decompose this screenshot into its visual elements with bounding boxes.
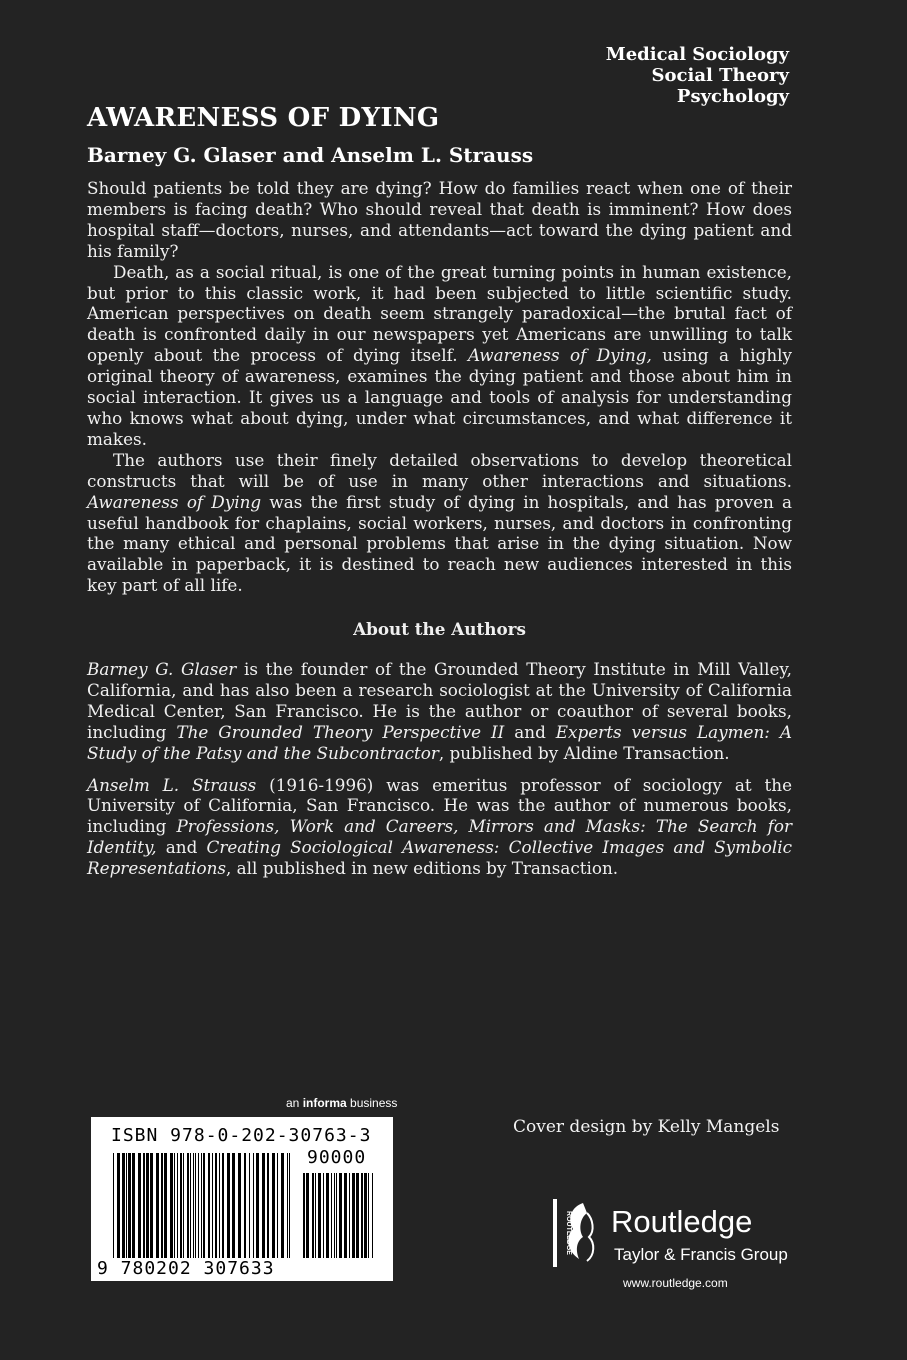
barcode-bar: [126, 1153, 127, 1258]
description-paragraph: [87, 262, 792, 450]
publisher-url: www.routledge.com: [623, 1276, 728, 1290]
description-text: The authors use their finely detailed observations to develop theoretical constructs that will be of use in many other interactions and situations.: [87, 449, 792, 491]
ean-number: 9 780202 307633: [97, 1258, 275, 1279]
informa-tagline: [286, 1096, 397, 1110]
bio-text: (1916-1996) was emeritus professor of sociology at the University of California, San Francisco. He was the author of numerous books, including: [87, 774, 792, 837]
barcode-bar: [364, 1173, 367, 1258]
publisher-group: Taylor & Francis Group: [614, 1245, 788, 1264]
barcode-bar: [146, 1153, 149, 1258]
barcode-bar: [198, 1153, 199, 1258]
barcode-bar: [138, 1153, 141, 1258]
barcode-bar: [215, 1153, 217, 1258]
barcode-bar: [339, 1173, 342, 1258]
barcode-bar: [372, 1173, 373, 1258]
barcode-bar: [190, 1153, 191, 1258]
barcode-bar: [128, 1153, 131, 1258]
barcode-bar: [174, 1153, 175, 1258]
barcode-bar: [349, 1173, 350, 1258]
barcode-bar: [187, 1153, 189, 1258]
barcode-bar: [352, 1173, 355, 1258]
subject-label: Social Theory: [651, 65, 789, 86]
price-code: 90000: [307, 1147, 367, 1168]
author-name: Anselm L. Strauss: [87, 774, 257, 795]
barcode-bar: [161, 1153, 163, 1258]
book-title-italic: Experts versus Laymen: A Study of the Patsy and the Subcontractor: [87, 721, 793, 763]
book-title-italic: Creating Sociological Awareness: Collective Images and Symbolic Representations: [87, 837, 792, 879]
description-text: was the first study of dying in hospitals, and has proven a useful handbook for chaplains, social workers, nurses, and doctors in confronting the many ethical and personal problems that arise in the dying situation. Now available in paperback, it is destined to reach new audiences interested in this key part of all life.: [87, 491, 792, 596]
book-description: [87, 178, 792, 890]
barcode-bar: [361, 1173, 363, 1258]
barcode-bar: [281, 1153, 284, 1258]
book-title-italic: Awareness of Dying: [87, 491, 262, 512]
author-bio-glaser: [87, 659, 792, 764]
publisher-name: Routledge: [611, 1204, 753, 1239]
book-title-italic: The Grounded Theory Perspective II: [176, 721, 505, 742]
bio-text: and: [156, 837, 207, 858]
barcode-bar: [164, 1153, 167, 1258]
barcode-bar: [312, 1173, 314, 1258]
barcode-bar: [277, 1153, 278, 1258]
book-authors: Barney G. Glaser and Anselm L. Strauss: [87, 143, 534, 167]
informa-suffix: business: [346, 1096, 398, 1110]
bio-text: , all published in new editions by Transaction.: [226, 858, 619, 879]
author-name: Barney G. Glaser: [87, 659, 237, 680]
bio-text: , published by Aldine Transaction.: [438, 742, 730, 763]
isbn-barcode: [91, 1117, 393, 1281]
barcode-bar: [334, 1173, 335, 1258]
barcode-bar: [272, 1153, 275, 1258]
barcode-bar: [238, 1153, 241, 1258]
bio-text: and: [504, 721, 556, 742]
barcode-bar: [201, 1153, 202, 1258]
description-paragraph: [87, 178, 792, 262]
barcode-bar: [180, 1153, 182, 1258]
barcode-bar: [208, 1153, 210, 1258]
barcode-bar: [306, 1173, 309, 1258]
author-bio-strauss: [87, 775, 792, 880]
barcode-bar: [177, 1153, 178, 1258]
logo-text: ROUTLEDGE: [565, 1211, 572, 1255]
barcode-bar: [143, 1153, 145, 1258]
barcode-bar: [326, 1173, 329, 1258]
subject-categories: [606, 44, 789, 107]
description-text: Should patients be told they are dying? How do families react when one of their members is facing death? Who should reveal that death is imminent? How does hospital staff—doctors, nurses, and attendants—act toward the dying patient and his family?: [87, 178, 792, 261]
barcode-bar: [113, 1153, 114, 1258]
barcode-bar: [219, 1153, 220, 1258]
book-title-italic: Professions, Work and Careers, Mirrors and Masks: The Search for Identity,: [87, 816, 792, 858]
informa-brand: informa: [302, 1096, 347, 1110]
routledge-logo-icon: [553, 1197, 599, 1269]
barcode-bar: [212, 1153, 213, 1258]
description-text: Death, as a social ritual, is one of the great turning points in human existence, but prior to this classic work, it had been subjected to little scientific study. American perspectives on death seem strangely paradoxical—the brutal fact of death is confronted daily in our newspapers yet Americans are unwilling to talk openly about the process of dying itself.: [87, 261, 792, 366]
isbn-number: ISBN 978-0-202-30763-3: [111, 1125, 372, 1146]
barcode-bar: [323, 1173, 324, 1258]
bio-text: is the founder of the Grounded Theory Institute in Mill Valley, California, and has also been a research sociologist at the University of California Medical Center, San Francisco. He is the author or coauthor of several books, including: [87, 659, 792, 742]
barcode-bar: [262, 1153, 265, 1258]
barcode-bar: [203, 1153, 205, 1258]
barcode-supplement-bars-icon: [303, 1173, 375, 1258]
book-title-italic: Awareness of Dying,: [467, 345, 652, 366]
barcode-bar: [253, 1153, 254, 1258]
barcode-bar: [331, 1173, 332, 1258]
subject-label: Psychology: [676, 86, 789, 107]
book-title: AWARENESS OF DYING: [87, 103, 440, 133]
barcode-bar: [227, 1153, 230, 1258]
about-authors-heading: About the Authors: [353, 619, 526, 640]
informa-prefix: an: [286, 1096, 303, 1110]
barcode-bar: [150, 1153, 153, 1258]
barcode-bar: [318, 1173, 321, 1258]
description-paragraph: [87, 450, 792, 596]
cover-design-credit: Cover design by Kelly Mangels: [513, 1117, 780, 1137]
barcode-bar: [244, 1153, 246, 1258]
barcode-bar: [287, 1153, 288, 1258]
barcode-bar: [232, 1153, 235, 1258]
barcode-bar: [156, 1153, 159, 1258]
subject-label: Medical Sociology: [605, 44, 789, 65]
barcode-bar: [183, 1153, 184, 1258]
barcode-bar: [132, 1153, 135, 1258]
barcode-bar: [344, 1173, 347, 1258]
barcode-bar: [267, 1153, 269, 1258]
description-text: using a highly original theory of awareness, examines the dying patient and those about him in social interaction. It gives us a language and tools of analysis for understanding who knows what about dying, under what circumstances, and what difference it makes.: [87, 345, 792, 449]
barcode-bar: [249, 1153, 250, 1258]
barcode-bar: [368, 1173, 369, 1258]
barcode-bar: [122, 1153, 125, 1258]
barcode-bar: [336, 1173, 337, 1258]
barcode-bar: [117, 1153, 120, 1258]
barcode-bar: [356, 1173, 359, 1258]
barcode-bar: [193, 1153, 194, 1258]
barcode-bar: [170, 1153, 173, 1258]
barcode-bar: [195, 1153, 196, 1258]
barcode-bars-icon: [113, 1153, 291, 1258]
barcode-bar: [256, 1153, 259, 1258]
barcode-bar: [315, 1173, 316, 1258]
barcode-bar: [222, 1153, 224, 1258]
barcode-bar: [289, 1153, 290, 1258]
barcode-bar: [303, 1173, 305, 1258]
